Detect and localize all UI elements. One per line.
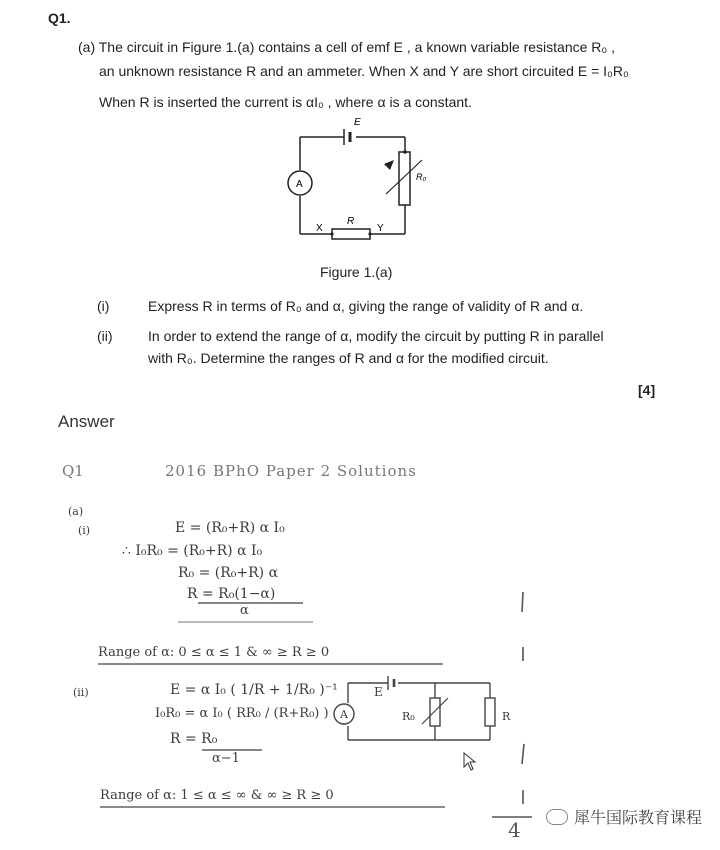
variable-resistor-r0-2 — [430, 698, 440, 726]
answer-label: Answer — [58, 412, 115, 431]
tick-mark-1 — [518, 590, 528, 614]
total-marks: 4 — [508, 818, 521, 842]
underline-i — [178, 620, 313, 624]
eq-ii-3: R = R₀ — [170, 731, 218, 747]
part-a-line-2: an unknown resistance R and an ammeter. When X and Y are short circuited E = I₀R₀ — [99, 63, 629, 79]
sub-ii-text-2: with R₀. Determine the ranges of R and α for the modified circuit. — [148, 350, 549, 366]
range-i: Range of α: 0 ≤ α ≤ 1 & ∞ ≥ R ≥ 0 — [98, 645, 330, 660]
watermark — [546, 805, 702, 828]
chat-bubble-icon — [546, 809, 568, 825]
variable-resistor-r0 — [399, 152, 410, 205]
circuit-label-r0: R₀ — [416, 172, 427, 182]
range-i-underline — [98, 662, 443, 666]
eq-i-2: ∴ I₀R₀ = (R₀+R) α I₀ — [122, 543, 263, 559]
answer-part-a: (a) — [68, 505, 84, 518]
figure-caption: Figure 1.(a) — [320, 264, 393, 280]
range-ii-underline — [100, 805, 445, 809]
question-number: Q1. — [48, 10, 71, 26]
circuit-label-y: Y — [377, 223, 384, 234]
tick-mark-3 — [518, 742, 528, 766]
circuit2-label-r0: R₀ — [402, 710, 415, 723]
eq-i-1: E = (R₀+R) α I₀ — [175, 520, 285, 536]
sub-ii-label: (ii) — [97, 328, 113, 344]
tick-mark-4 — [518, 788, 528, 806]
circuit2-label-ammeter: A — [340, 708, 348, 721]
circuit2-label-r: R — [502, 710, 511, 723]
circuit2-label-emf: E — [374, 685, 383, 699]
eq-ii-2: I₀R₀ = α I₀ ( RR₀ / (R+R₀) ) — [155, 706, 329, 721]
watermark-text: 犀牛国际教育课程 — [573, 810, 702, 827]
mouse-cursor-icon — [462, 752, 478, 772]
circuit-figure — [280, 112, 430, 247]
circuit-label-x: X — [316, 223, 323, 234]
circuit-label-r: R — [347, 216, 355, 227]
circuit-label-ammeter: A — [296, 179, 303, 190]
eq-i-5: α — [240, 603, 249, 618]
resistor-r-2 — [485, 698, 495, 726]
tick-mark-2 — [518, 645, 528, 663]
eq-i-4: R = R₀(1−α) — [187, 586, 276, 602]
part-a-line-1: (a) The circuit in Figure 1.(a) contains a cell of emf E , a known variable resistance R₀ , — [78, 39, 615, 55]
eq-i-3: R₀ = (R₀+R) α — [178, 565, 279, 581]
answer-part-ii: (ii) — [73, 686, 89, 699]
answer-header-title: 2016 BPhO Paper 2 Solutions — [165, 462, 417, 480]
sub-i-label: (i) — [97, 298, 110, 314]
eq-ii-4: α−1 — [212, 751, 240, 766]
circuit-label-emf: E — [354, 117, 361, 128]
part-a-line-3: When R is inserted the current is αI₀ , where α is a constant. — [99, 94, 472, 110]
answer-header-q: Q1 — [62, 462, 84, 480]
sub-i-text: Express R in terms of R₀ and α, giving the range of validity of R and α. — [148, 298, 584, 314]
answer-part-i: (i) — [78, 524, 91, 537]
resistor-r — [332, 229, 370, 239]
range-ii: Range of α: 1 ≤ α ≤ ∞ & ∞ ≥ R ≥ 0 — [100, 788, 334, 803]
fraction-bar-i — [198, 601, 303, 605]
sub-ii-text-1: In order to extend the range of α, modify the circuit by putting R in parallel — [148, 328, 604, 344]
modified-circuit — [330, 668, 515, 746]
eq-ii-1: E = α I₀ ( 1/R + 1/R₀ )⁻¹ — [170, 682, 338, 698]
marks-badge: [4] — [638, 382, 656, 398]
